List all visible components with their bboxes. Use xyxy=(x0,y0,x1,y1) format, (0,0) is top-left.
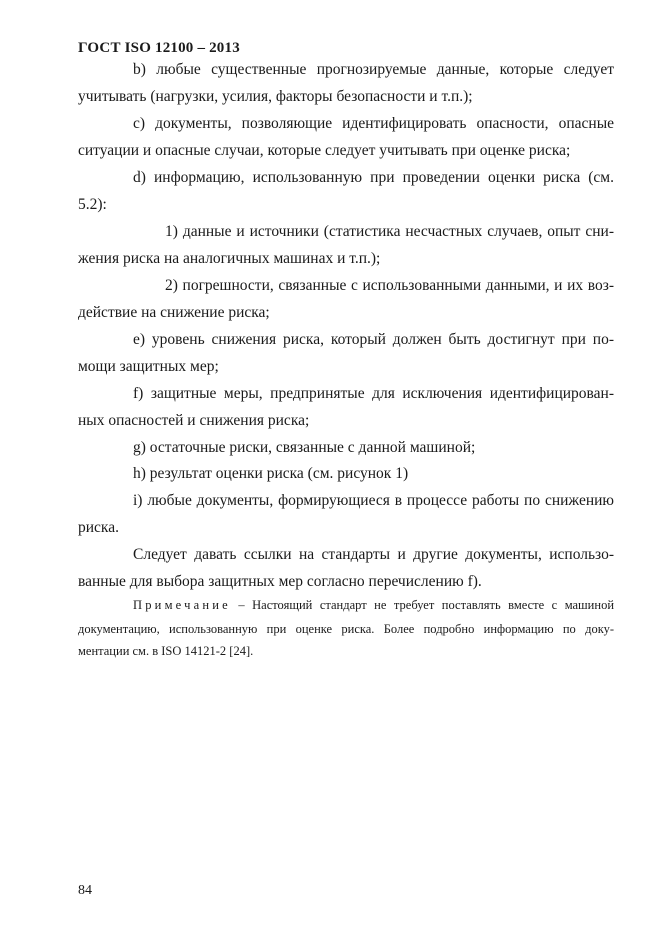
note-line: ментации см. в ISO 14121-2 [24]. xyxy=(78,644,254,658)
text-line: ных опасностей и снижения риска; xyxy=(78,412,310,429)
text-line: ванные для выбора защитных мер согласно перечислению f). xyxy=(78,573,482,590)
text-line: 2) погрешности, связанные с использованными данными, и их воз- xyxy=(165,277,614,294)
text-line: 1) данные и источники (статистика несчастных случаев, опыт сни- xyxy=(165,223,614,240)
text-line: мощи защитных мер; xyxy=(78,358,219,375)
note-label: Примечание xyxy=(133,598,231,612)
text-line: i) любые документы, формирующиеся в процессе работы по снижению xyxy=(133,492,614,509)
note-text: – Настоящий стандарт не требует поставлять вместе с машиной xyxy=(238,598,615,612)
text-line: e) уровень снижения риска, который должен быть достигнут при по- xyxy=(133,331,614,348)
text-line: жения риска на аналогичных машинах и т.п.); xyxy=(78,250,381,267)
text-line: h) результат оценки риска (см. рисунок 1) xyxy=(133,465,409,482)
text-line: риска. xyxy=(78,519,119,536)
text-line: f) защитные меры, предпринятые для исключения идентифицирован- xyxy=(133,385,614,402)
text-line: действие на снижение риска; xyxy=(78,304,270,321)
text-line: g) остаточные риски, связанные с данной машиной; xyxy=(133,439,476,456)
text-line: ситуации и опасные случаи, которые следует учитывать при оценке риска; xyxy=(78,142,571,159)
document-header: ГОСТ ISO 12100 – 2013 xyxy=(78,40,240,56)
text-line: c) документы, позволяющие идентифицировать опасности, опасные xyxy=(133,115,614,132)
note-line: документацию, использованную при оценке риска. Более подробно информацию по доку- xyxy=(78,622,614,636)
text-line: учитывать (нагрузки, усилия, факторы безопасности и т.п.); xyxy=(78,88,473,105)
page-number: 84 xyxy=(78,883,92,898)
text-line: b) любые существенные прогнозируемые данные, которые следует xyxy=(133,61,614,78)
text-line: Следует давать ссылки на стандарты и другие документы, использо- xyxy=(133,546,614,563)
note-line xyxy=(133,599,614,612)
text-line: 5.2): xyxy=(78,196,107,213)
text-line: d) информацию, использованную при проведении оценки риска (см. xyxy=(133,169,614,186)
